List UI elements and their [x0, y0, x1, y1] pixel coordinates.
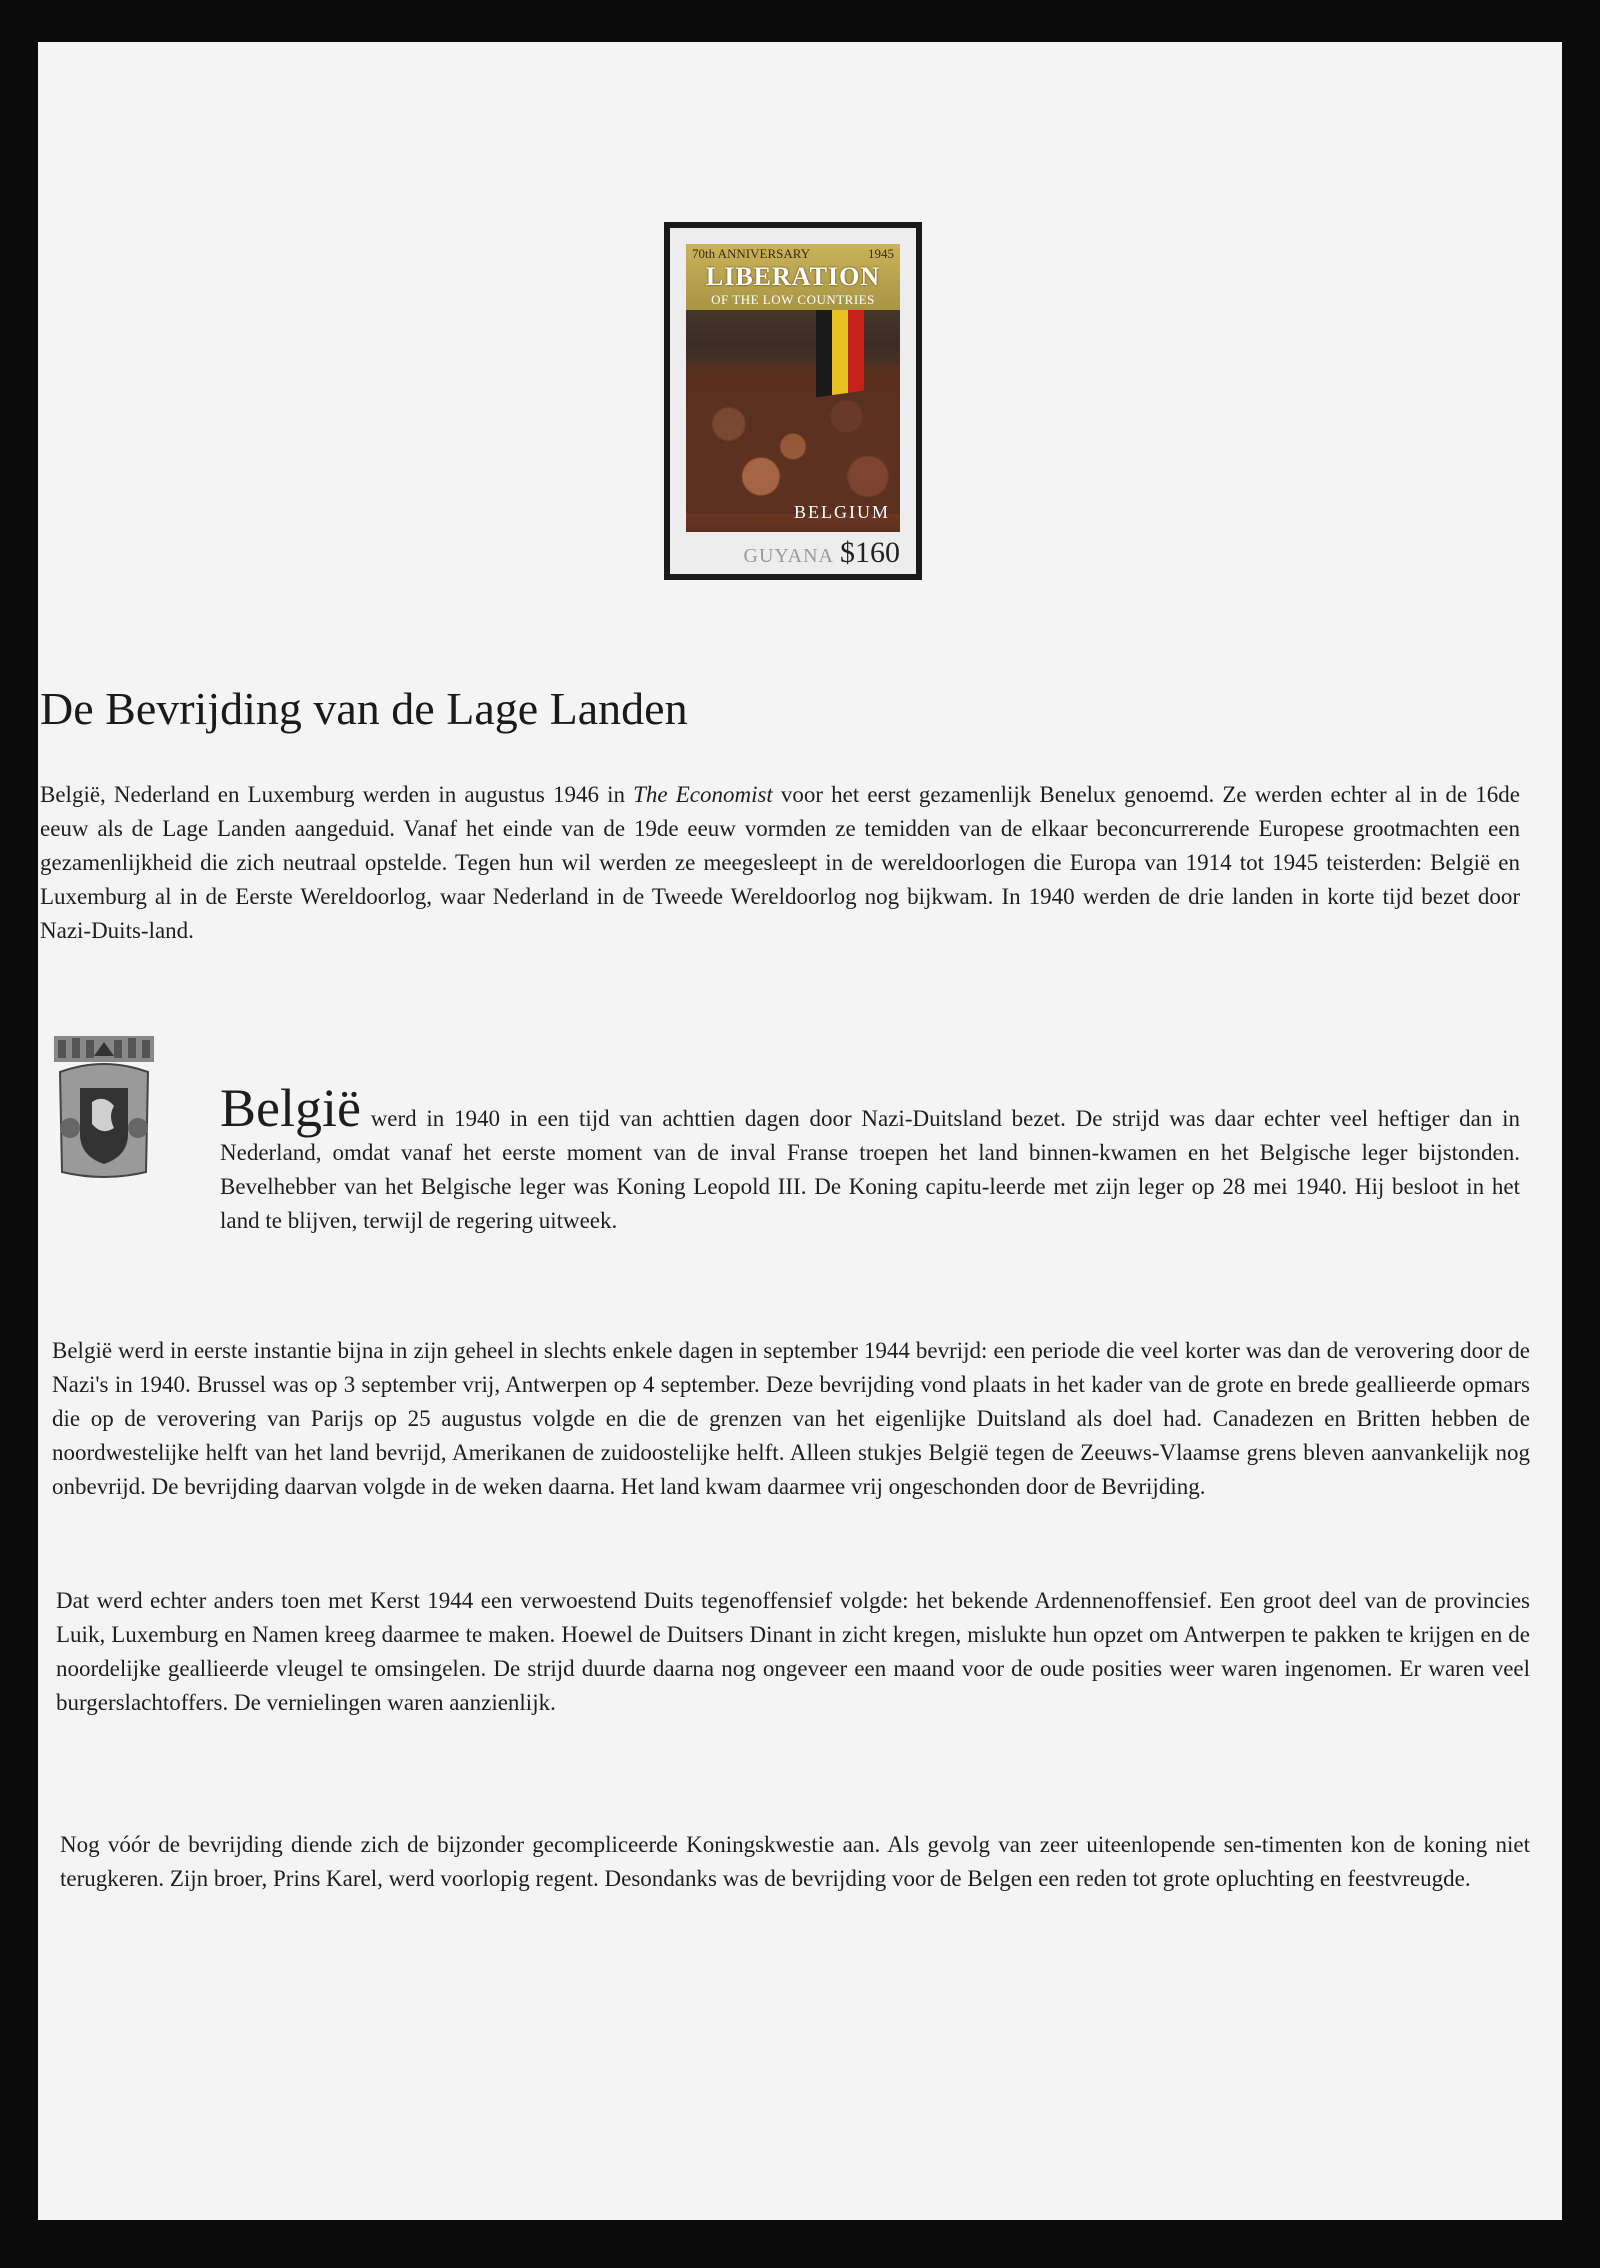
flag-stripe-red — [848, 301, 864, 393]
stamp-banner — [686, 244, 900, 310]
stamp-value: $160 — [840, 536, 900, 569]
belgian-flag-icon — [816, 301, 864, 398]
intro-text-1: België, Nederland en Luxemburg werden in augustus 1946 in — [40, 782, 634, 807]
page-title: De Bevrijding van de Lage Landen — [40, 683, 688, 734]
royal-question-paragraph: Nog vóór de bevrijding diende zich de bijzonder gecompliceerde Koningskwestie aan. Als gevolg van zeer uiteenlopende sen-timenten kon de koning niet terugkeren. Zijn broer, Prins Karel, werd voorlopig regent. Desondanks was de bevrijding voor de Belgen een reden tot grote opluchting en feestvreugde. — [60, 1832, 1530, 1891]
album-page — [38, 42, 1562, 2220]
crowd-image — [686, 364, 900, 514]
stamp-title: LIBERATION — [705, 262, 881, 291]
belgie-section — [40, 1078, 1520, 1238]
stamp-issuer: GUYANA — [743, 545, 834, 567]
belgie-dropcap: België — [220, 1078, 361, 1138]
stamp-photo — [686, 244, 900, 532]
stamp-year: 1945 — [868, 246, 894, 261]
stamp-years — [692, 246, 894, 262]
ardennes-paragraph: Dat werd echter anders toen met Kerst 1944 een verwoestend Duits tegenoffensief volgde: het bekende Ardennenoffensief. Een groot deel van de provincies Luik, Luxemburg en Namen kreeg daarmee te maken. Hoewel de Duitsers Dinant in zicht kregen, mislukte hun opzet om Antwerpen te pakken te krijgen en de noordelijke geallieerde vleugel te omsingelen. De strijd duurde daarna nog ongeveer een maand voor de oude posities weer waren ingenomen. Er waren veel burgerslachtoffers. De vernielingen waren aanzienlijk. — [56, 1588, 1530, 1715]
stamp-subtitle: OF THE LOW COUNTRIES — [711, 292, 875, 307]
belgie-paragraph — [40, 1078, 1520, 1238]
stamp-mount — [664, 222, 922, 580]
stamp-country: BELGIUM — [794, 502, 890, 522]
flag-stripe-black — [816, 305, 832, 397]
intro-text-2: voor het eerst gezamenlijk Benelux genoemd. Ze werden echter al in de 16de eeuw als de Lage Landen aangeduid. Vanaf het einde van de 19de eeuw vormden ze temidden van de elkaar beconcurrerende Europese grootmachten een gezamenlijkheid die zich neutraal opstelde. Tegen hun wil werden ze meegesleept in de wereldoorlogen die Europa van 1914 tot 1945 teisterden: België en Luxemburg al in de Eerste Wereldoorlog, waar Nederland in de Tweede Wereldoorlog nog bijkwam. In 1940 werden de drie landen in korte tijd bezet door Nazi-Duits-land. — [40, 782, 1520, 943]
stamp-anniversary: 70th ANNIVERSARY — [692, 246, 811, 261]
postage-stamp — [670, 228, 916, 574]
belgie-text: werd in 1940 in een tijd van achttien dagen door Nazi-Duitsland bezet. De strijd was daar echter veel heftiger dan in Nederland, omdat vanaf het eerste moment van de inval Franse troepen het land binnen-kwamen en het Belgische leger bijstonden. Bevelhebber van het Belgische leger was Koning Leopold III. De Koning capitu-leerde met zijn leger op 28 mei 1940. Hij besloot in het land te blijven, terwijl de regering uitweek. — [220, 1106, 1520, 1233]
liberation-paragraph: België werd in eerste instantie bijna in zijn geheel in slechts enkele dagen in september 1944 bevrijd: een periode die veel korter was dan de verovering door de Nazi's in 1940. Brussel was op 3 september vrij, Antwerpen op 4 september. Deze bevrijding vond plaats in het kader van de grote en brede geallieerde opmars die op de verovering van Parijs op 25 augustus volgde en die de grenzen van het eigenlijke Duitsland als doel had. Canadezen en Britten hebben de noordwestelijke helft van het land bevrijd, Amerikanen de zuidoostelijke helft. Alleen stukjes België tegen de Zeeuws-Vlaamse grens bleven aanvankelijk nog onbevrijd. De bevrijding daarvan volgde in de weken daarna. Het land kwam daarmee vrij ongeschonden door de Bevrijding. — [52, 1338, 1530, 1499]
intro-paragraph — [40, 778, 1520, 948]
flag-stripe-yellow — [832, 303, 848, 395]
stamp-footer — [686, 536, 900, 570]
intro-publication: The Economist — [633, 782, 773, 807]
